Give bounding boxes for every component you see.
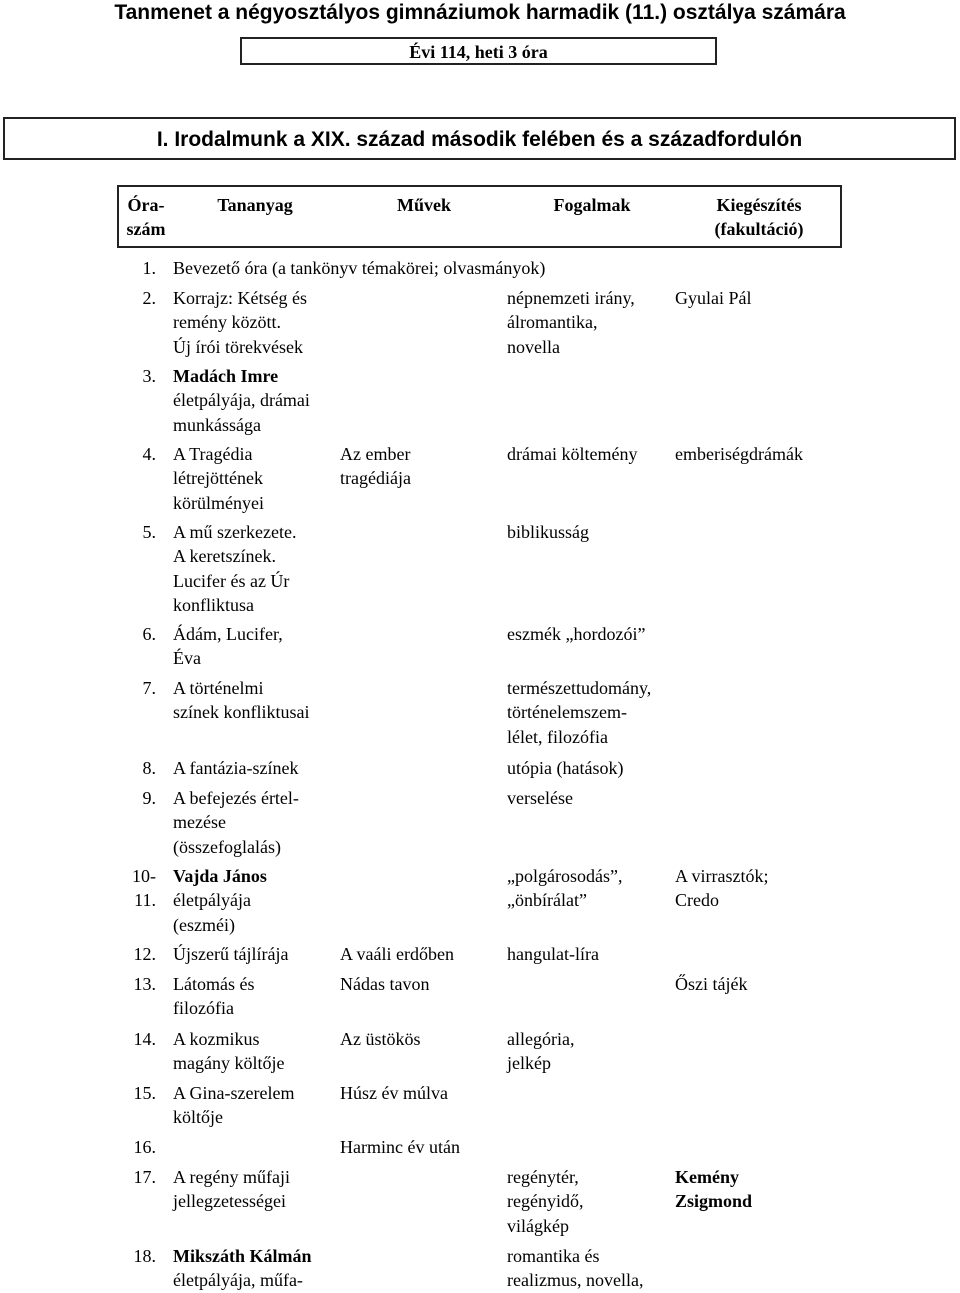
row-fogalmak: romantika és realizmus, novella, xyxy=(507,1246,644,1291)
row-number: 7. xyxy=(142,678,156,698)
row-muvek: A vaáli erdőben xyxy=(340,944,454,964)
row-tananyag: A fantázia-színek xyxy=(173,758,299,778)
row-number: 15. xyxy=(133,1083,156,1103)
row-fogalmak: természettudomány, történelemszem- lélet, filozófia xyxy=(507,678,652,747)
header-kiegeszites: Kiegészítés (fakultáció) xyxy=(714,195,804,239)
row-number: 18. xyxy=(133,1246,156,1266)
header-tananyag: Tananyag xyxy=(217,195,293,215)
row-kiegeszites: Gyulai Pál xyxy=(675,288,752,308)
row-tananyag: A kozmikus magány költője xyxy=(173,1029,285,1074)
row-fogalmak: biblikusság xyxy=(507,522,590,542)
row-number: 3. xyxy=(142,366,156,386)
row-tananyag: Látomás és filozófia xyxy=(173,974,255,1019)
row-kiegeszites: emberiségdrámák xyxy=(675,444,803,464)
row-number: 2. xyxy=(142,288,156,308)
row-muvek: Harminc év után xyxy=(340,1137,460,1157)
row-number: 9. xyxy=(142,788,156,808)
table-header xyxy=(117,185,842,248)
row-fogalmak: utópia (hatások) xyxy=(507,758,624,778)
row-tananyag: Madách Imre életpályája, drámai munkássága xyxy=(173,366,310,435)
row-kiegeszites: Őszi tájék xyxy=(675,974,748,994)
page-title: Tanmenet a négyosztályos gimnáziumok harmadik (11.) osztálya számára xyxy=(114,1,846,24)
row-number: 4. xyxy=(142,444,156,464)
row-tananyag: A regény műfaji jellegzetességei xyxy=(173,1167,290,1212)
section-title: I. Irodalmunk a XIX. század második felében és a századfordulón xyxy=(3,117,956,160)
row-number: 6. xyxy=(142,624,156,644)
row-number: 10- 11. xyxy=(132,866,156,911)
row-tananyag: A történelmi színek konfliktusai xyxy=(173,678,310,723)
row-kiegeszites: A virrasztók; Credo xyxy=(675,866,769,911)
row-fogalmak: regénytér, regényidő, világkép xyxy=(507,1167,584,1236)
row-tananyag: A befejezés értel- mezése (összefoglalás) xyxy=(173,788,299,857)
row-fogalmak: „polgárosodás”, „önbírálat” xyxy=(507,866,623,911)
row-tananyag: A mű szerkezete. A keretszínek. Lucifer és az Úr konfliktusa xyxy=(173,522,297,615)
row-number: 1. xyxy=(142,258,156,278)
row-tananyag: Ádám, Lucifer, Éva xyxy=(173,624,283,669)
header-fogalmak: Fogalmak xyxy=(553,195,631,215)
row-fogalmak: népnemzeti irány, álromantika, novella xyxy=(507,288,635,357)
row-tananyag: Bevezető óra (a tankönyv témakörei; olvasmányok) xyxy=(173,258,546,278)
row-number: 13. xyxy=(133,974,156,994)
row-number: 8. xyxy=(142,758,156,778)
row-number: 14. xyxy=(133,1029,156,1049)
row-number: 16. xyxy=(133,1137,156,1157)
row-fogalmak: eszmék „hordozói” xyxy=(507,624,646,644)
header-muvek: Művek xyxy=(397,195,451,215)
row-muvek: Az ember tragédiája xyxy=(340,444,411,489)
row-muvek: Az üstökös xyxy=(340,1029,421,1049)
row-muvek: Nádas tavon xyxy=(340,974,430,994)
row-fogalmak: allegória, jelkép xyxy=(507,1029,575,1074)
hours-box: Évi 114, heti 3 óra xyxy=(240,37,717,65)
row-fogalmak: drámai költemény xyxy=(507,444,638,464)
row-fogalmak: hangulat-líra xyxy=(507,944,599,964)
row-tananyag: Újszerű tájlírája xyxy=(173,944,289,964)
row-muvek: Húsz év múlva xyxy=(340,1083,448,1103)
row-tananyag: A Gina-szerelem költője xyxy=(173,1083,295,1128)
row-number: 12. xyxy=(133,944,156,964)
row-tananyag: Vajda János életpályája (eszméi) xyxy=(173,866,267,935)
row-tananyag: A Tragédia létrejöttének körülményei xyxy=(173,444,264,513)
row-number: 17. xyxy=(133,1167,156,1187)
row-tananyag: Korrajz: Kétség és remény között. Új írói törekvések xyxy=(173,288,307,357)
row-tananyag: Mikszáth Kálmán életpályája, műfa- xyxy=(173,1246,312,1291)
row-number: 5. xyxy=(142,522,156,542)
header-ora: Óra- szám xyxy=(126,195,166,239)
row-kiegeszites: Kemény Zsigmond xyxy=(675,1167,753,1212)
row-fogalmak: verselése xyxy=(507,788,573,808)
